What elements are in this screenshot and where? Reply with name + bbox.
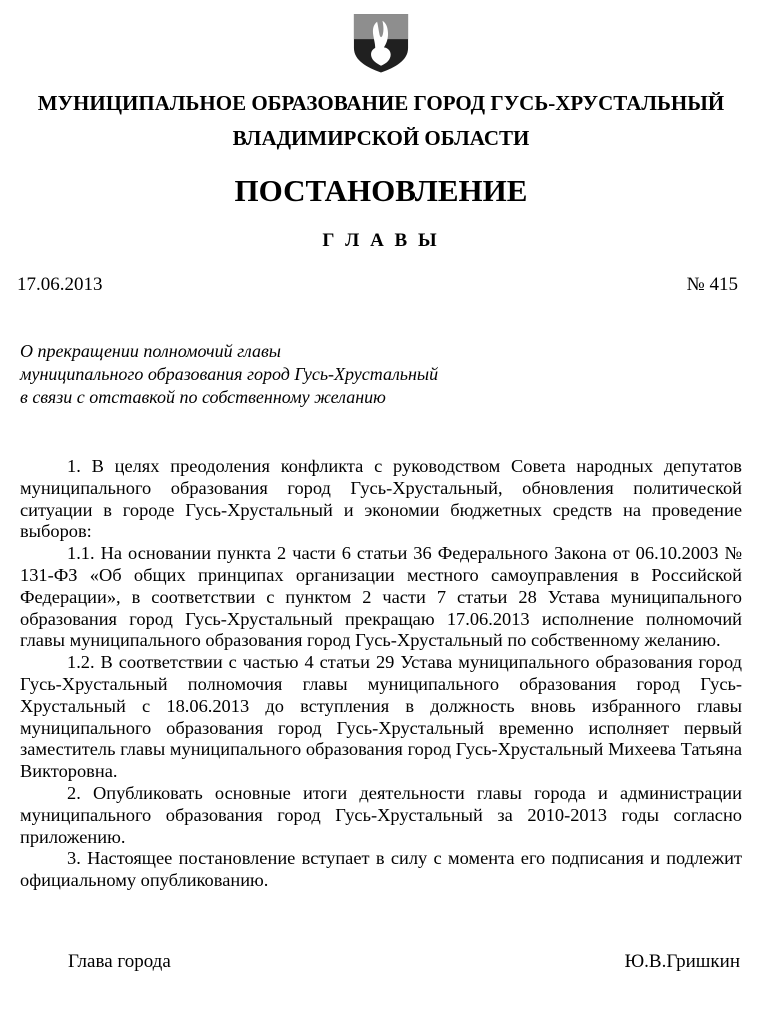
subject-line: О прекращении полномочий главы [20, 341, 281, 361]
municipality-name-line2: ВЛАДИМИРСКОЙ ОБЛАСТИ [232, 126, 530, 150]
document-date: 17.06.2013 [17, 274, 103, 295]
goose-crest-icon [352, 13, 410, 74]
signer-name: Ю.В.Гришкин [624, 950, 740, 972]
paragraph-1-2: 1.2. В соответствии с частью 4 статьи 29 Устава муниципального образования город Гусь-Хрустальный полномочия главы муниципального образования город Гусь-Хрустальный с 18.06.2013 до вступления в должность вновь избранного главы муниципального образования город Гусь-Хрустальный временно исполняет первый заместитель главы муниципального образования город Гусь-Хрустальный Михеева Татьяна Викторовна. [20, 652, 742, 782]
document-type-title: ПОСТАНОВЛЕНИЕ [234, 173, 528, 208]
paragraph-2: 2. Опубликовать основные итоги деятельности главы города и администрации муниципального образования город Гусь-Хрустальный за 2010-2013 годы согласно приложению. [20, 782, 742, 847]
paragraph-1: 1. В целях преодоления конфликта с руководством Совета народных депутатов муниципального образования город Гусь-Хрустальный, обновления политической ситуации в городе Гусь-Хрустальный и экономии бюджетных средств на проведение выборов: [20, 456, 742, 542]
subject-line: в связи с отставкой по собственному желанию [20, 387, 386, 407]
shield-upper-field [354, 14, 408, 39]
document-subject [0, 340, 762, 409]
date-number-row [0, 275, 762, 294]
document-number: № 415 [686, 274, 738, 295]
document-authority-subtitle: Г Л А В Ы [322, 230, 440, 251]
municipality-name-line1: МУНИЦИПАЛЬНОЕ ОБРАЗОВАНИЕ ГОРОД ГУСЬ-ХРУСТАЛЬНЫЙ [37, 91, 725, 115]
paragraph-3: 3. Настоящее постановление вступает в силу с момента его подписания и подлежит официальному опубликованию. [20, 848, 742, 891]
subject-line: муниципального образования город Гусь-Хрустальный [20, 364, 439, 384]
emblem-container [0, 0, 762, 74]
signer-position: Глава города [68, 950, 171, 972]
signature-row [0, 952, 762, 971]
paragraph-1-1: 1.1. На основании пункта 2 части 6 статьи 36 Федерального Закона от 06.10.2003 № 131-ФЗ «Об общих принципах организации местного самоуправления в Российской Федерации», в соответствии с пунктом 2 части 7 статьи 28 Устава муниципального образования город Гусь-Хрустальный прекращаю 17.06.2013 исполнение полномочий главы муниципального образования город Гусь-Хрустальный по собственному желанию. [20, 543, 742, 651]
document-body [0, 456, 762, 892]
